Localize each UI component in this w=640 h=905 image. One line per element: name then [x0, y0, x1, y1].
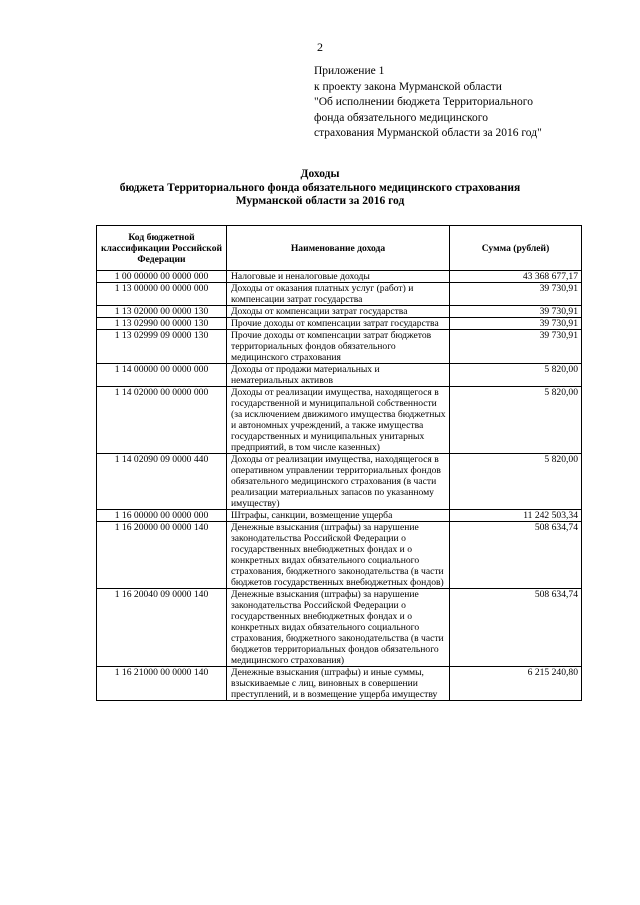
row-code: 1 16 21000 00 0000 140	[97, 667, 227, 701]
row-sum: 508 634,74	[450, 589, 582, 667]
row-code: 1 13 02999 09 0000 130	[97, 330, 227, 364]
row-name: Доходы от реализации имущества, находящегося в оперативном управлении территориальных фондов обязательного медицинского страхования (в части реализации материальных запасов по указанному имуществу)	[227, 454, 450, 510]
row-name: Денежные взыскания (штрафы) за нарушение законодательства Российской Федерации о государственных внебюджетных фондах и о конкретных видах обязательного социального страхования, бюджетного законодательства (в части бюджетов территориальных фондов обязательного медицинского страхования)	[227, 589, 450, 667]
row-sum: 39 730,91	[450, 306, 582, 318]
table-row	[97, 387, 582, 454]
table-row	[97, 318, 582, 330]
row-code: 1 14 02000 00 0000 000	[97, 387, 227, 454]
row-sum: 5 820,00	[450, 364, 582, 387]
row-code: 1 00 00000 00 0000 000	[97, 271, 227, 283]
row-name: Денежные взыскания (штрафы) за нарушение законодательства Российской Федерации о государственных внебюджетных фондах и о конкретных видах обязательного социального страхования, бюджетного законодательства (в части бюджетов государственных внебюджетных фондов)	[227, 522, 450, 589]
table-row	[97, 283, 582, 306]
row-sum: 508 634,74	[450, 522, 582, 589]
row-sum: 5 820,00	[450, 387, 582, 454]
appendix-line: фонда обязательного медицинского	[314, 111, 488, 124]
row-sum: 6 215 240,80	[450, 667, 582, 701]
row-name: Доходы от реализации имущества, находящегося в государственной и муниципальной собственности (за исключением движимого имущества бюджетных и автономных учреждений, а также имущества государственных и муниципальных унитарных предприятий, в том числе казенных)	[227, 387, 450, 454]
table-row	[97, 589, 582, 667]
row-code: 1 16 20000 00 0000 140	[97, 522, 227, 589]
column-header-code: Код бюджетной классификации Российской Федерации	[97, 226, 227, 271]
row-sum: 39 730,91	[450, 283, 582, 306]
appendix-note	[314, 64, 614, 142]
row-code: 1 14 02090 09 0000 440	[97, 454, 227, 510]
table-row	[97, 306, 582, 318]
table-row	[97, 667, 582, 701]
row-name: Штрафы, санкции, возмещение ущерба	[227, 510, 450, 522]
row-name: Прочие доходы от компенсации затрат государства	[227, 318, 450, 330]
title-line: Доходы	[300, 168, 340, 180]
row-code: 1 13 00000 00 0000 000	[97, 283, 227, 306]
page-number: 2	[317, 40, 323, 54]
table-row	[97, 330, 582, 364]
row-code: 1 16 20040 09 0000 140	[97, 589, 227, 667]
appendix-line: страхования Мурманской области за 2016 год"	[314, 127, 542, 139]
row-name: Прочие доходы от компенсации затрат бюджетов территориальных фондов обязательного медицинского страхования	[227, 330, 450, 364]
column-header-name: Наименование дохода	[227, 226, 450, 271]
income-table	[96, 225, 582, 701]
title-line: Мурманской области за 2016 год	[235, 195, 405, 207]
row-name: Доходы от оказания платных услуг (работ) и компенсации затрат государства	[227, 283, 450, 306]
table-row	[97, 454, 582, 510]
table-row	[97, 271, 582, 283]
title-line: бюджета Территориального фонда обязательного медицинского страхования	[119, 181, 521, 194]
appendix-line: к проекту закона Мурманской области	[314, 80, 502, 93]
row-name: Денежные взыскания (штрафы) и иные суммы, взыскиваемые с лиц, виновных в совершении преступлений, и в возмещение ущерба имуществу	[227, 667, 450, 701]
appendix-line: "Об исполнении бюджета Территориального	[314, 96, 533, 108]
table-row	[97, 364, 582, 387]
row-sum: 5 820,00	[450, 454, 582, 510]
table-row	[97, 522, 582, 589]
row-sum: 11 242 503,34	[450, 510, 582, 522]
row-sum: 39 730,91	[450, 318, 582, 330]
row-sum: 39 730,91	[450, 330, 582, 364]
row-name: Налоговые и неналоговые доходы	[227, 271, 450, 283]
row-code: 1 13 02990 00 0000 130	[97, 318, 227, 330]
column-header-sum: Сумма (рублей)	[450, 226, 582, 271]
row-code: 1 13 02000 00 0000 130	[97, 306, 227, 318]
appendix-line: Приложение 1	[314, 65, 385, 77]
row-code: 1 14 00000 00 0000 000	[97, 364, 227, 387]
table-header-row	[97, 226, 582, 271]
row-name: Доходы от компенсации затрат государства	[227, 306, 450, 318]
row-sum: 43 368 677,17	[450, 271, 582, 283]
row-code: 1 16 00000 00 0000 000	[97, 510, 227, 522]
table-row	[97, 510, 582, 522]
document-title	[0, 168, 640, 209]
row-name: Доходы от продажи материальных и нематериальных активов	[227, 364, 450, 387]
